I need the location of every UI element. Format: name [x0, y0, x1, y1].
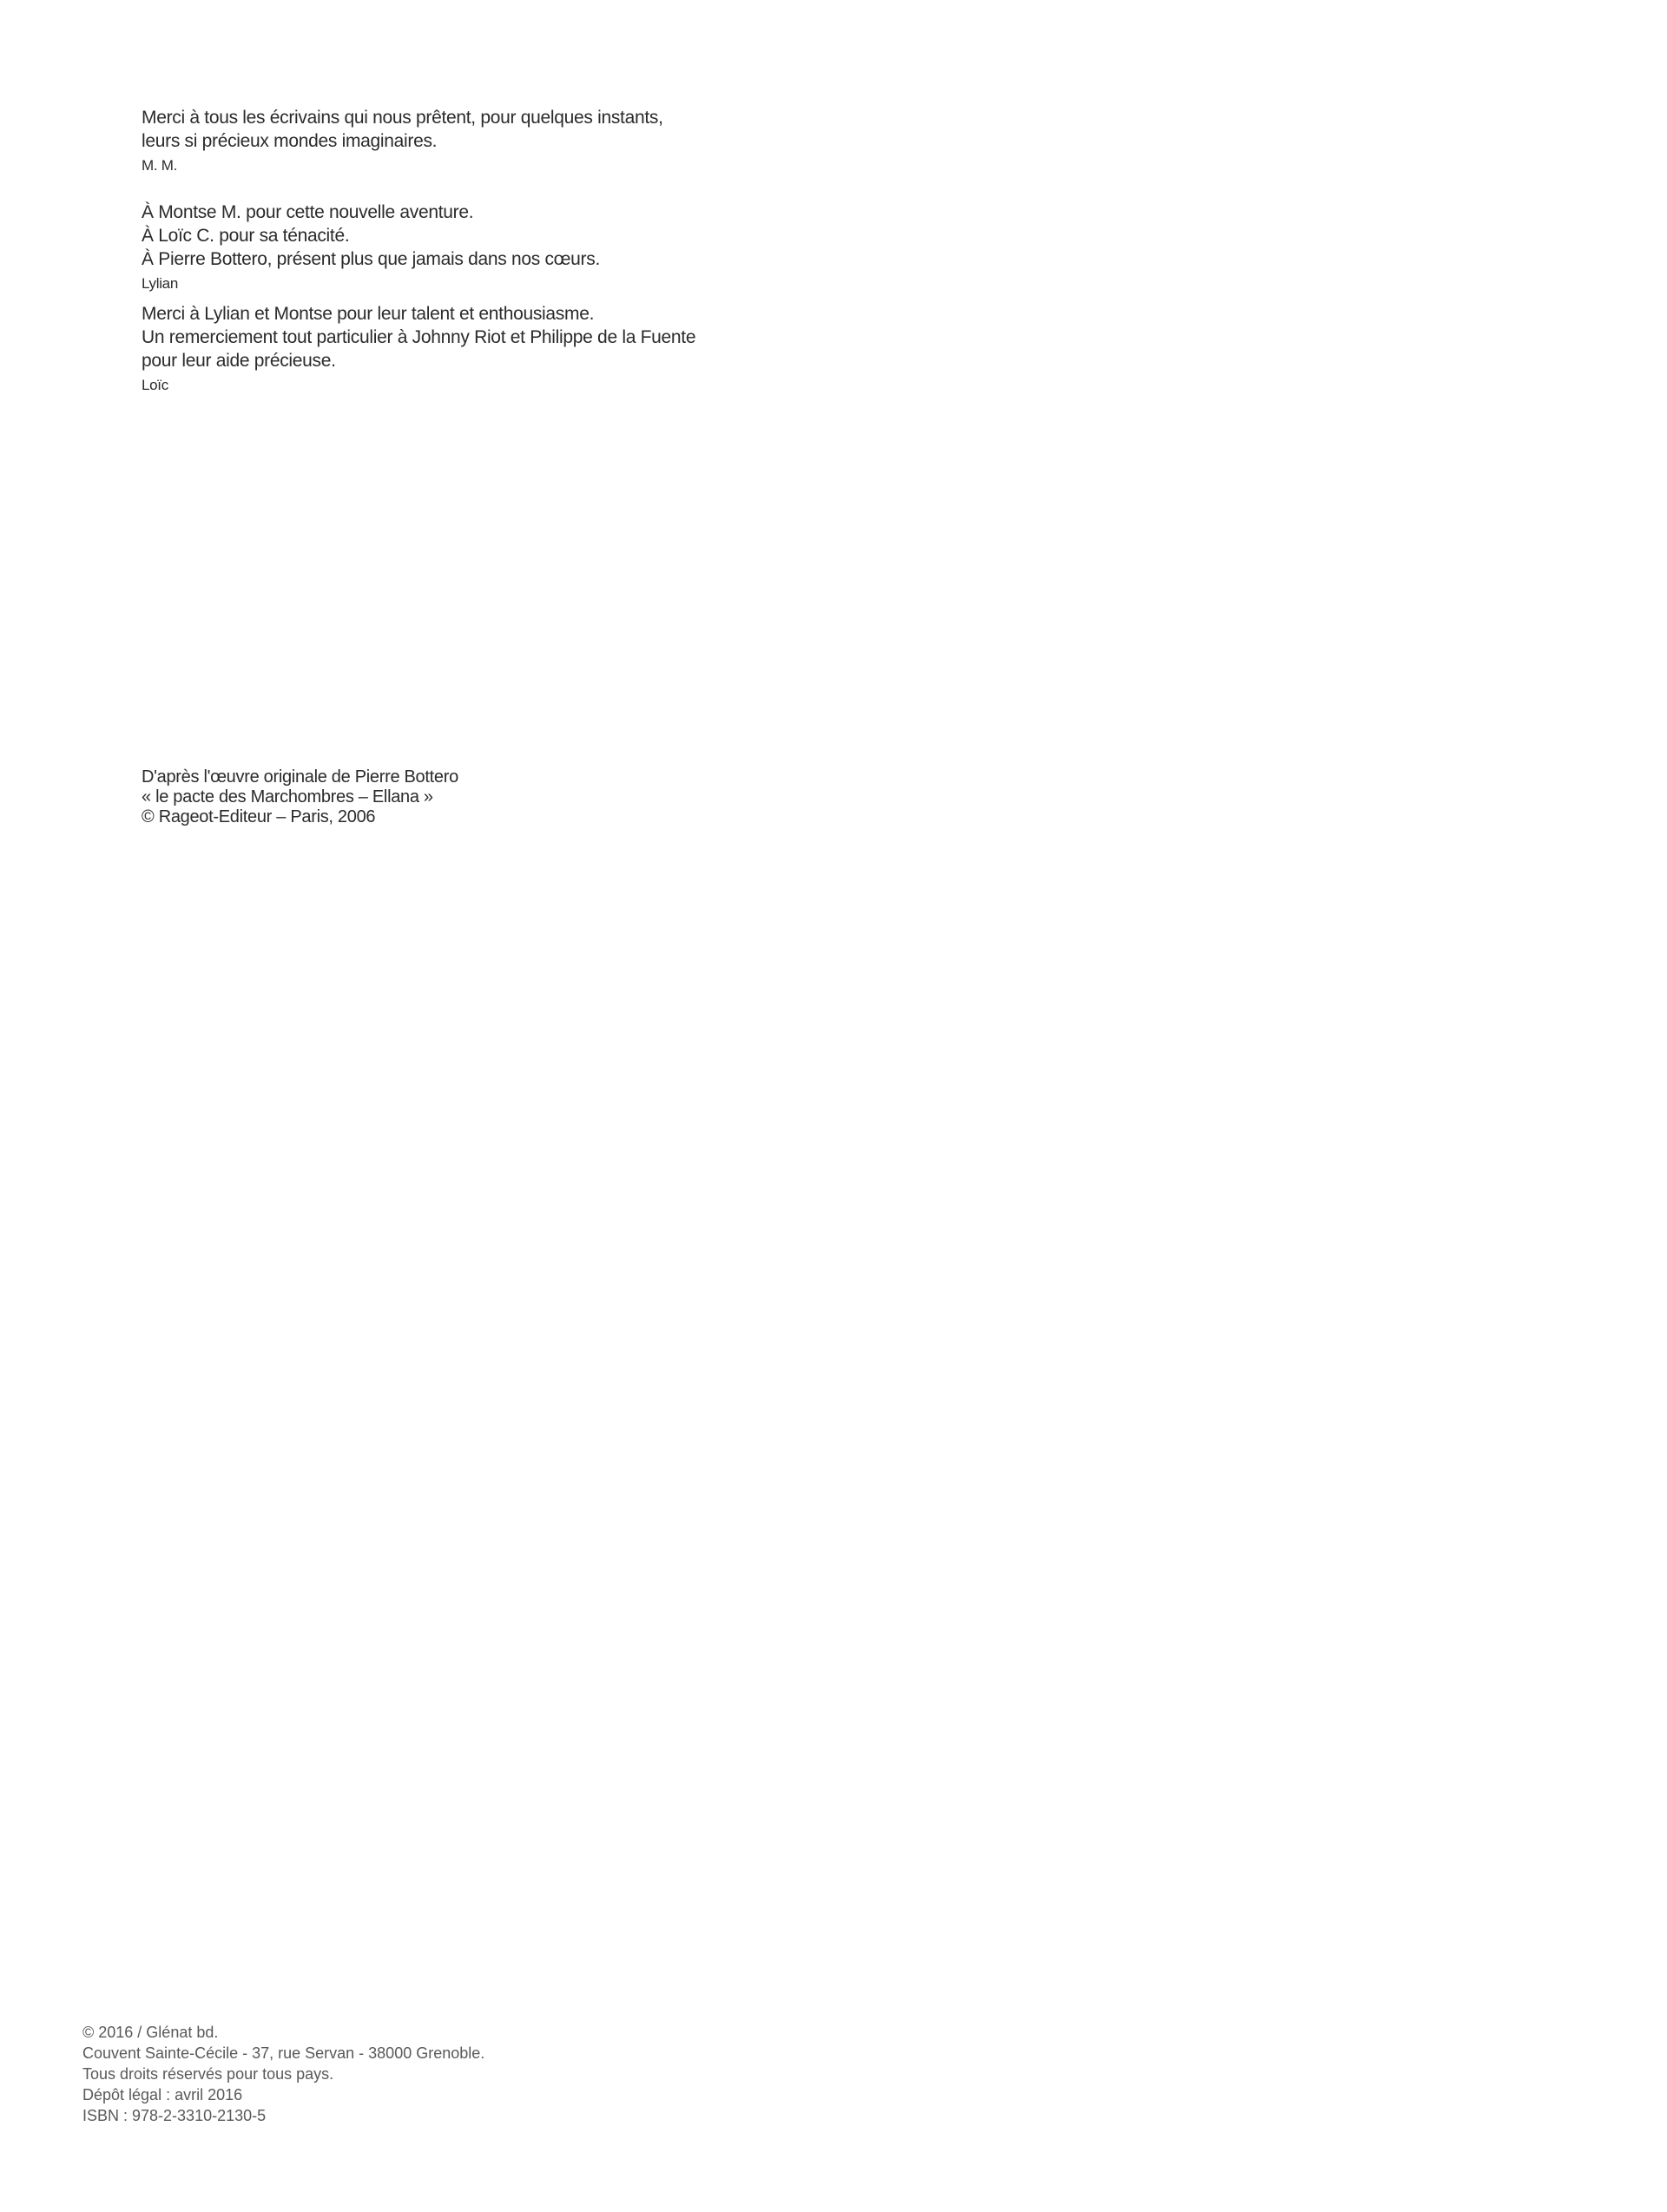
copyright-line: © 2016 / Glénat bd. [82, 2024, 219, 2041]
dedication-line: pour leur aide précieuse. [142, 351, 336, 371]
dedication-line: Merci à Lylian et Montse pour leur talent et enthousiasme. [142, 304, 595, 324]
attribution-line: © Rageot-Editeur – Paris, 2006 [142, 807, 376, 826]
dedication-line: À Pierre Bottero, présent plus que jamais dans nos cœurs. [142, 249, 600, 269]
attribution-line: D'après l'œuvre originale de Pierre Bottero [142, 767, 458, 787]
dedication-block-lylian [142, 201, 600, 293]
dedication-line: Un remerciement tout particulier à Johnny Riot et Philippe de la Fuente [142, 327, 696, 347]
publisher-imprint [82, 2022, 484, 2126]
dedication-signature: Lylian [142, 275, 178, 292]
dedication-signature: M. M. [142, 157, 177, 174]
isbn-line: ISBN : 978-2-3310-2130-5 [82, 2107, 267, 2124]
dedication-block-mm [142, 106, 663, 174]
dedication-line: leurs si précieux mondes imaginaires. [142, 131, 438, 151]
dedication-signature: Loïc [142, 377, 168, 393]
address-line: Couvent Sainte-Cécile - 37, rue Servan - 38000 Grenoble. [82, 2044, 485, 2062]
dedication-line: À Loïc C. pour sa ténacité. [142, 226, 350, 246]
dedication-line: À Montse M. pour cette nouvelle aventure. [142, 202, 474, 222]
original-work-attribution [142, 767, 458, 827]
legal-deposit-line: Dépôt légal : avril 2016 [82, 2086, 243, 2103]
dedication-line: Merci à tous les écrivains qui nous prêtent, pour quelques instants, [142, 108, 663, 128]
dedication-block-loic [142, 302, 695, 394]
attribution-line: « le pacte des Marchombres – Ellana » [142, 787, 433, 806]
rights-line: Tous droits réservés pour tous pays. [82, 2065, 334, 2083]
